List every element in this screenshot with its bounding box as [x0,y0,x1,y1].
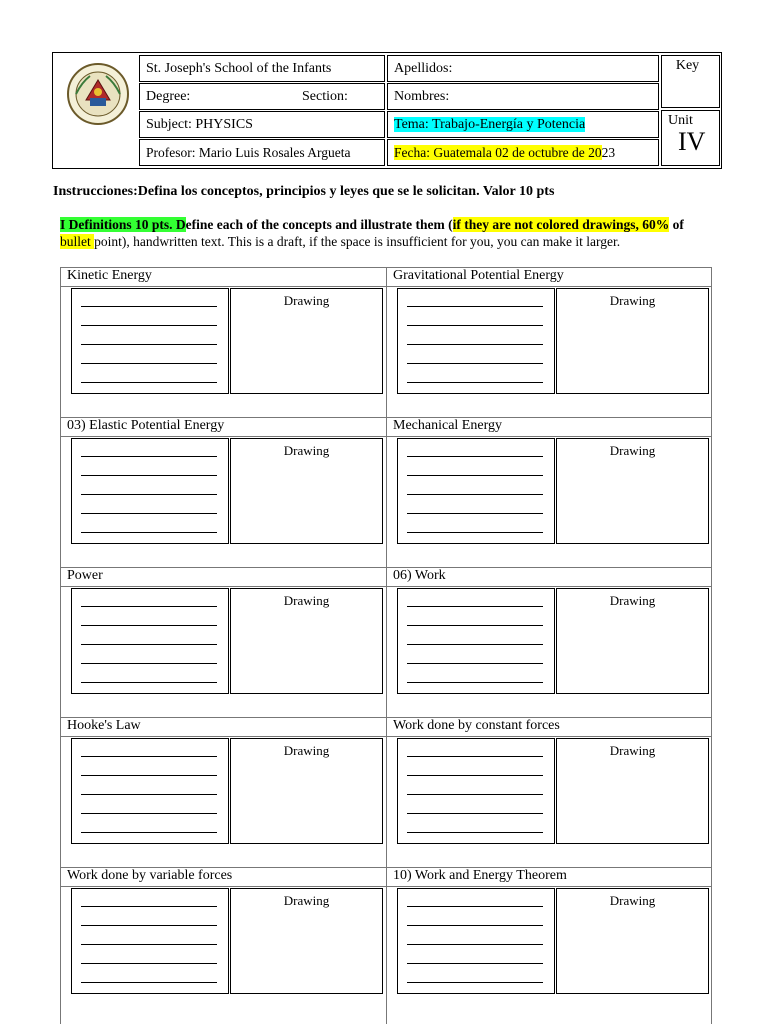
title-divider [60,586,711,587]
answer-line [81,306,217,307]
answer-line [81,382,217,383]
section-label: Section: [302,89,348,104]
definition-box[interactable] [71,588,229,694]
drawing-label: Drawing [609,443,656,458]
date-field [387,139,659,166]
definition-box[interactable] [397,438,555,544]
drawing-box[interactable] [556,288,709,394]
definition-box[interactable] [397,288,555,394]
answer-line [81,906,217,907]
teacher-field: Profesor: Mario Luis Rosales Argueta [139,139,385,166]
answer-line [407,906,543,907]
concept-title: Mechanical Energy [393,418,502,433]
answer-line [407,475,543,476]
answer-line [81,775,217,776]
definitions-text-1: efine each of the concepts and illustrate them ( [185,217,453,232]
answer-line [81,494,217,495]
degree-label: Degree: [146,89,191,104]
answer-line [81,513,217,514]
definitions-bullet: bullet [60,234,95,249]
answer-line [407,756,543,757]
answer-line [81,756,217,757]
definition-box[interactable] [397,888,555,994]
concept-title: 03) Elastic Potential Energy [67,418,225,433]
concept-title: 06) Work [393,568,446,583]
answer-line [407,606,543,607]
title-divider [60,736,711,737]
answer-line [81,475,217,476]
instructions: Instrucciones:Defina los conceptos, principios y leyes que se le solicitan. Valor 10 pts [53,184,555,199]
answer-line [407,344,543,345]
answer-line [407,625,543,626]
drawing-box[interactable] [556,588,709,694]
grid-border-left [60,267,61,1024]
title-divider [60,886,711,887]
definition-box[interactable] [397,588,555,694]
answer-line [81,532,217,533]
definitions-heading: I Definitions 10 pts. D [60,217,186,232]
answer-line [81,456,217,457]
answer-line [81,363,217,364]
answer-line [407,682,543,683]
definition-box[interactable] [71,738,229,844]
answer-line [81,794,217,795]
unit-cell [661,110,720,166]
answer-line [407,494,543,495]
drawing-box[interactable] [230,888,383,994]
drawing-label: Drawing [609,593,656,608]
definition-box[interactable] [71,288,229,394]
definitions-text-2: of [669,217,684,232]
answer-line [81,344,217,345]
drawing-box[interactable] [230,288,383,394]
row-divider [60,567,711,568]
answer-line [407,663,543,664]
degree-section-field[interactable] [139,83,385,110]
answer-line [407,775,543,776]
concept-title: Gravitational Potential Energy [393,268,564,283]
title-divider [60,286,711,287]
answer-line [81,663,217,664]
answer-line [407,306,543,307]
answer-line [407,813,543,814]
school-name: St. Joseph's School of the Infants [139,55,385,82]
title-divider [60,436,711,437]
school-seal-icon [66,62,130,126]
topic-text: Tema: Trabajo-Energía y Potencia [394,117,586,132]
answer-line [81,925,217,926]
answer-line [407,832,543,833]
definition-box[interactable] [71,888,229,994]
drawing-box[interactable] [230,738,383,844]
answer-line [407,794,543,795]
date-text: Fecha: Guatemala 02 de octubre de 20 [394,145,602,160]
answer-line [81,682,217,683]
drawing-label: Drawing [283,743,330,758]
surnames-field[interactable]: Apellidos: [387,55,659,82]
definitions-warning: if they are not colored drawings, 60% [452,217,670,232]
answer-line [81,944,217,945]
grid-border-right [711,267,712,1024]
answer-line [407,944,543,945]
definition-box[interactable] [71,438,229,544]
answer-line [407,644,543,645]
answer-line [81,325,217,326]
drawing-box[interactable] [556,738,709,844]
key-cell: Key [661,55,720,108]
concept-title: Kinetic Energy [67,268,152,283]
grid-divider [386,267,387,1024]
answer-line [407,325,543,326]
answer-line [407,382,543,383]
answer-line [81,813,217,814]
answer-line [407,363,543,364]
concept-title: Work done by variable forces [67,868,233,883]
drawing-box[interactable] [556,438,709,544]
drawing-label: Drawing [609,743,656,758]
drawing-box[interactable] [230,588,383,694]
drawing-label: Drawing [609,893,656,908]
answer-line [407,513,543,514]
concept-title: Work done by constant forces [393,718,560,733]
unit-label: Unit [668,113,693,128]
answer-line [81,963,217,964]
date-year-suffix: 23 [601,145,616,160]
drawing-label: Drawing [283,293,330,308]
drawing-label: Drawing [283,443,330,458]
topic-field [387,111,659,138]
unit-value: IV [678,127,706,156]
answer-line [407,982,543,983]
definition-box[interactable] [397,738,555,844]
answer-line [81,606,217,607]
concept-title: Hooke's Law [67,718,141,733]
concept-title: Power [67,568,103,583]
answer-line [81,982,217,983]
drawing-box[interactable] [230,438,383,544]
drawing-label: Drawing [283,593,330,608]
drawing-label: Drawing [283,893,330,908]
subject-field: Subject: PHYSICS [139,111,385,138]
answer-line [81,644,217,645]
answer-line [81,832,217,833]
answer-line [407,532,543,533]
answer-line [407,456,543,457]
names-field[interactable]: Nombres: [387,83,659,110]
drawing-box[interactable] [556,888,709,994]
concept-title: 10) Work and Energy Theorem [393,868,567,883]
row-divider [60,717,711,718]
answer-line [407,963,543,964]
definitions-paragraph [60,216,750,250]
drawing-label: Drawing [609,293,656,308]
answer-line [81,625,217,626]
definitions-text-3: point), handwritten text. This is a draft, if the space is insufficient for you, you can make it larger. [94,234,621,249]
answer-line [407,925,543,926]
